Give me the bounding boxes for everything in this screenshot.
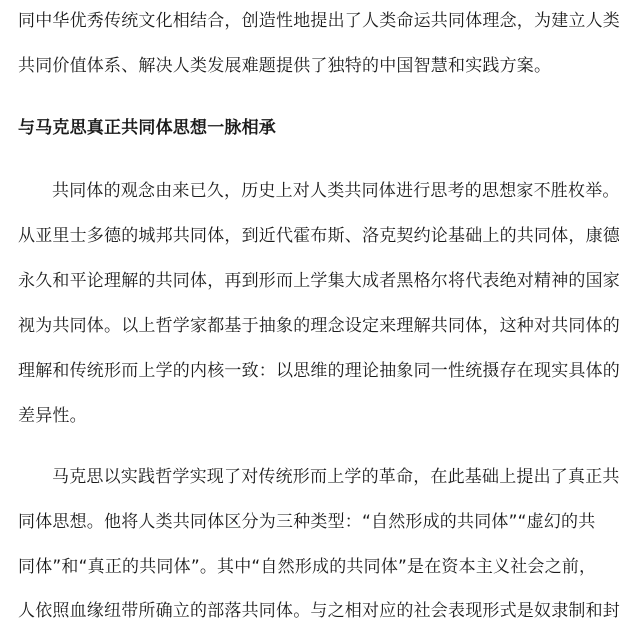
paragraph-3-line-3: 同体”和“真正的共同体”。其中“自然形成的共同体”是在资本主义社会之前，	[18, 557, 597, 577]
paragraph-3-line-4: 人依照血缘纽带所确立的部落共同体。与之相对应的社会表现形式是奴隶制和封	[18, 601, 620, 621]
paragraph-2-line-3: 永久和平论理解的共同体，再到形而上学集大成者黑格尔将代表绝对精神的国家	[18, 271, 620, 291]
paragraph-2-line-6: 差异性。	[18, 406, 87, 426]
paragraph-2-line-5: 理解和传统形而上学的内核一致：以思维的理论抽象同一性统摄存在现实具体的	[18, 361, 620, 381]
paragraph-2-line-2: 从亚里士多德的城邦共同体，到近代霍布斯、洛克契约论基础上的共同体，康德	[18, 226, 620, 246]
paragraph-3-line-1: 马克思以实践哲学实现了对传统形而上学的革命，在此基础上提出了真正共	[52, 467, 620, 487]
paragraph-2-line-4: 视为共同体。以上哲学家都基于抽象的理念设定来理解共同体，这种对共同体的	[18, 316, 620, 336]
paragraph-3-line-2: 同体思想。他将人类共同体区分为三种类型：“自然形成的共同体”“虚幻的共	[18, 512, 596, 532]
paragraph-1-line-1: 同中华优秀传统文化相结合，创造性地提出了人类命运共同体理念，为建立人类	[18, 11, 620, 31]
section-heading: 与马克思真正共同体思想一脉相承	[18, 118, 276, 138]
paragraph-1-line-2: 共同价值体系、解决人类发展难题提供了独特的中国智慧和实践方案。	[18, 56, 552, 76]
paragraph-2-line-1: 共同体的观念由来已久，历史上对人类共同体进行思考的思想家不胜枚举。	[52, 181, 620, 201]
